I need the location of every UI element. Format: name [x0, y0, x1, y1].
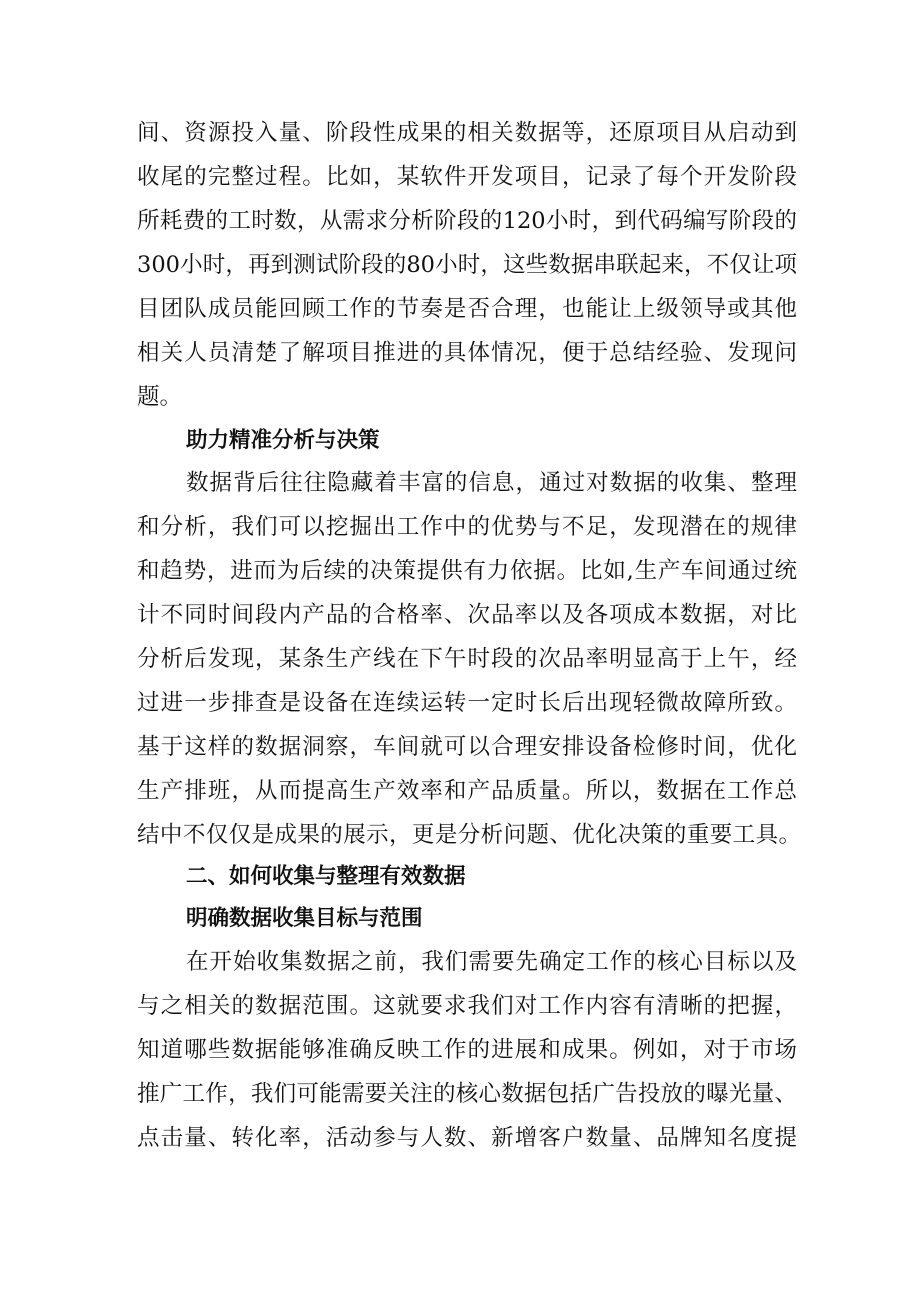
paragraph-line: 知道哪些数据能够准确反映工作的进展和成果。例如，对于市场 — [137, 1037, 797, 1063]
section-heading: 二、如何收集与整理有效数据 — [186, 864, 466, 889]
paragraph-line: 过进一步排查是设备在连续运转一定时长后出现轻微故障所致。 — [137, 690, 797, 716]
paragraph-line: 收尾的完整过程。比如，某软件开发项目，记录了每个开发阶段 — [137, 164, 797, 190]
paragraph-line: 和分析，我们可以挖掘出工作中的优势与不足，发现潜在的规律 — [137, 514, 797, 540]
paragraph-line: 与之相关的数据范围。这就要求我们对工作内容有清晰的把握， — [137, 993, 797, 1019]
subsection-heading: 明确数据收集目标与范围 — [186, 906, 423, 931]
paragraph-line: 推广工作，我们可能需要关注的核心数据包括广告投放的曝光量、 — [137, 1081, 797, 1107]
paragraph-line: 所耗费的工时数，从需求分析阶段的120小时，到代码编写阶段的 — [137, 208, 797, 234]
paragraph-line: 题。 — [137, 384, 183, 410]
paragraph-line: 和趋势，进而为后续的决策提供有力依据。比如,生产车间通过统 — [137, 558, 797, 584]
paragraph-line: 点击量、转化率，活动参与人数、新增客户数量、品牌知名度提 — [137, 1125, 797, 1151]
paragraph-line: 间、资源投入量、阶段性成果的相关数据等，还原项目从启动到 — [137, 120, 797, 146]
paragraph-line: 基于这样的数据洞察，车间就可以合理安排设备检修时间，优化 — [137, 734, 797, 760]
paragraph-line: 相关人员清楚了解项目推进的具体情况，便于总结经验、发现问 — [137, 340, 797, 366]
paragraph-line: 计不同时间段内产品的合格率、次品率以及各项成本数据，对比 — [137, 602, 797, 628]
paragraph-line: 目团队成员能回顾工作的节奏是否合理，也能让上级领导或其他 — [137, 296, 797, 322]
paragraph-line: 300小时，再到测试阶段的80小时，这些数据串联起来，不仅让项 — [137, 252, 797, 278]
paragraph-line: 数据背后往往隐藏着丰富的信息，通过对数据的收集、整理 — [186, 470, 797, 496]
paragraph-line: 在开始收集数据之前，我们需要先确定工作的核心目标以及 — [186, 949, 797, 975]
paragraph-line: 结中不仅仅是成果的展示，更是分析问题、优化决策的重要工具。 — [137, 822, 801, 848]
section-heading: 助力精准分析与决策 — [186, 428, 380, 453]
paragraph-line: 分析后发现，某条生产线在下午时段的次品率明显高于上午，经 — [137, 646, 797, 672]
paragraph-line: 生产排班，从而提高生产效率和产品质量。所以，数据在工作总 — [137, 778, 797, 804]
